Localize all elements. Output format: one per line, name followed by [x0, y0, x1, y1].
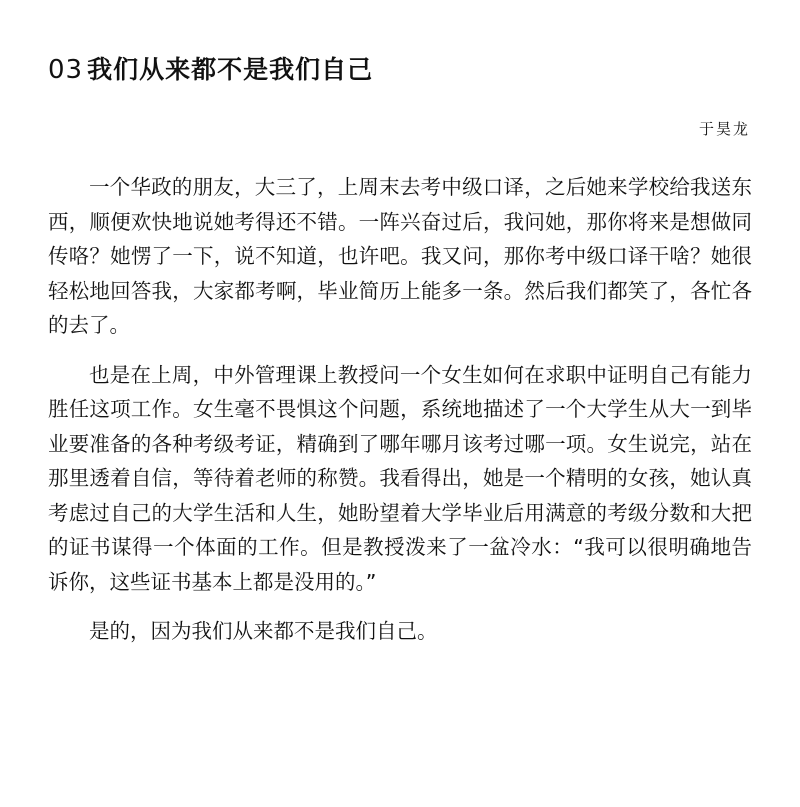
article-author: 于昊龙	[698, 120, 750, 138]
paragraph-2: 也是在上周，中外管理课上教授问一个女生如何在求职中证明自己有能力胜任这项工作。女生毫不畏惧这个问题，系统地描述了一个大学生从大一到毕业要准备的各种考级考证，精确到了哪年哪月该考过哪一项。女生说完，站在那里透着自信，等待着老师的称赞。我看得出，她是一个精明的女孩，她认真考虑过自己的大学生活和人生，她盼望着大学毕业后用满意的考级分数和大把的证书谋得一个体面的工作。但是教授泼来了一盆冷水：“我可以很明确地告诉你，这些证书基本上都是没用的。”	[48, 362, 752, 594]
article-title-text: 我们从来都不是我们自己	[87, 55, 374, 84]
article-body	[48, 170, 752, 664]
article-number: 03	[48, 55, 84, 85]
paragraph-3: 是的，因为我们从来都不是我们自己。	[89, 619, 438, 643]
paragraph-1: 一个华政的朋友，大三了，上周末去考中级口译，之后她来学校给我送东西，顺便欢快地说她考得还不错。一阵兴奋过后，我问她，那你将来是想做同传咯？她愣了一下，说不知道，也许吧。我又问，那你考中级口译干啥？她很轻松地回答我，大家都考啊，毕业简历上能多一条。然后我们都笑了，各忙各的去了。	[48, 175, 752, 337]
article-title	[48, 50, 373, 86]
